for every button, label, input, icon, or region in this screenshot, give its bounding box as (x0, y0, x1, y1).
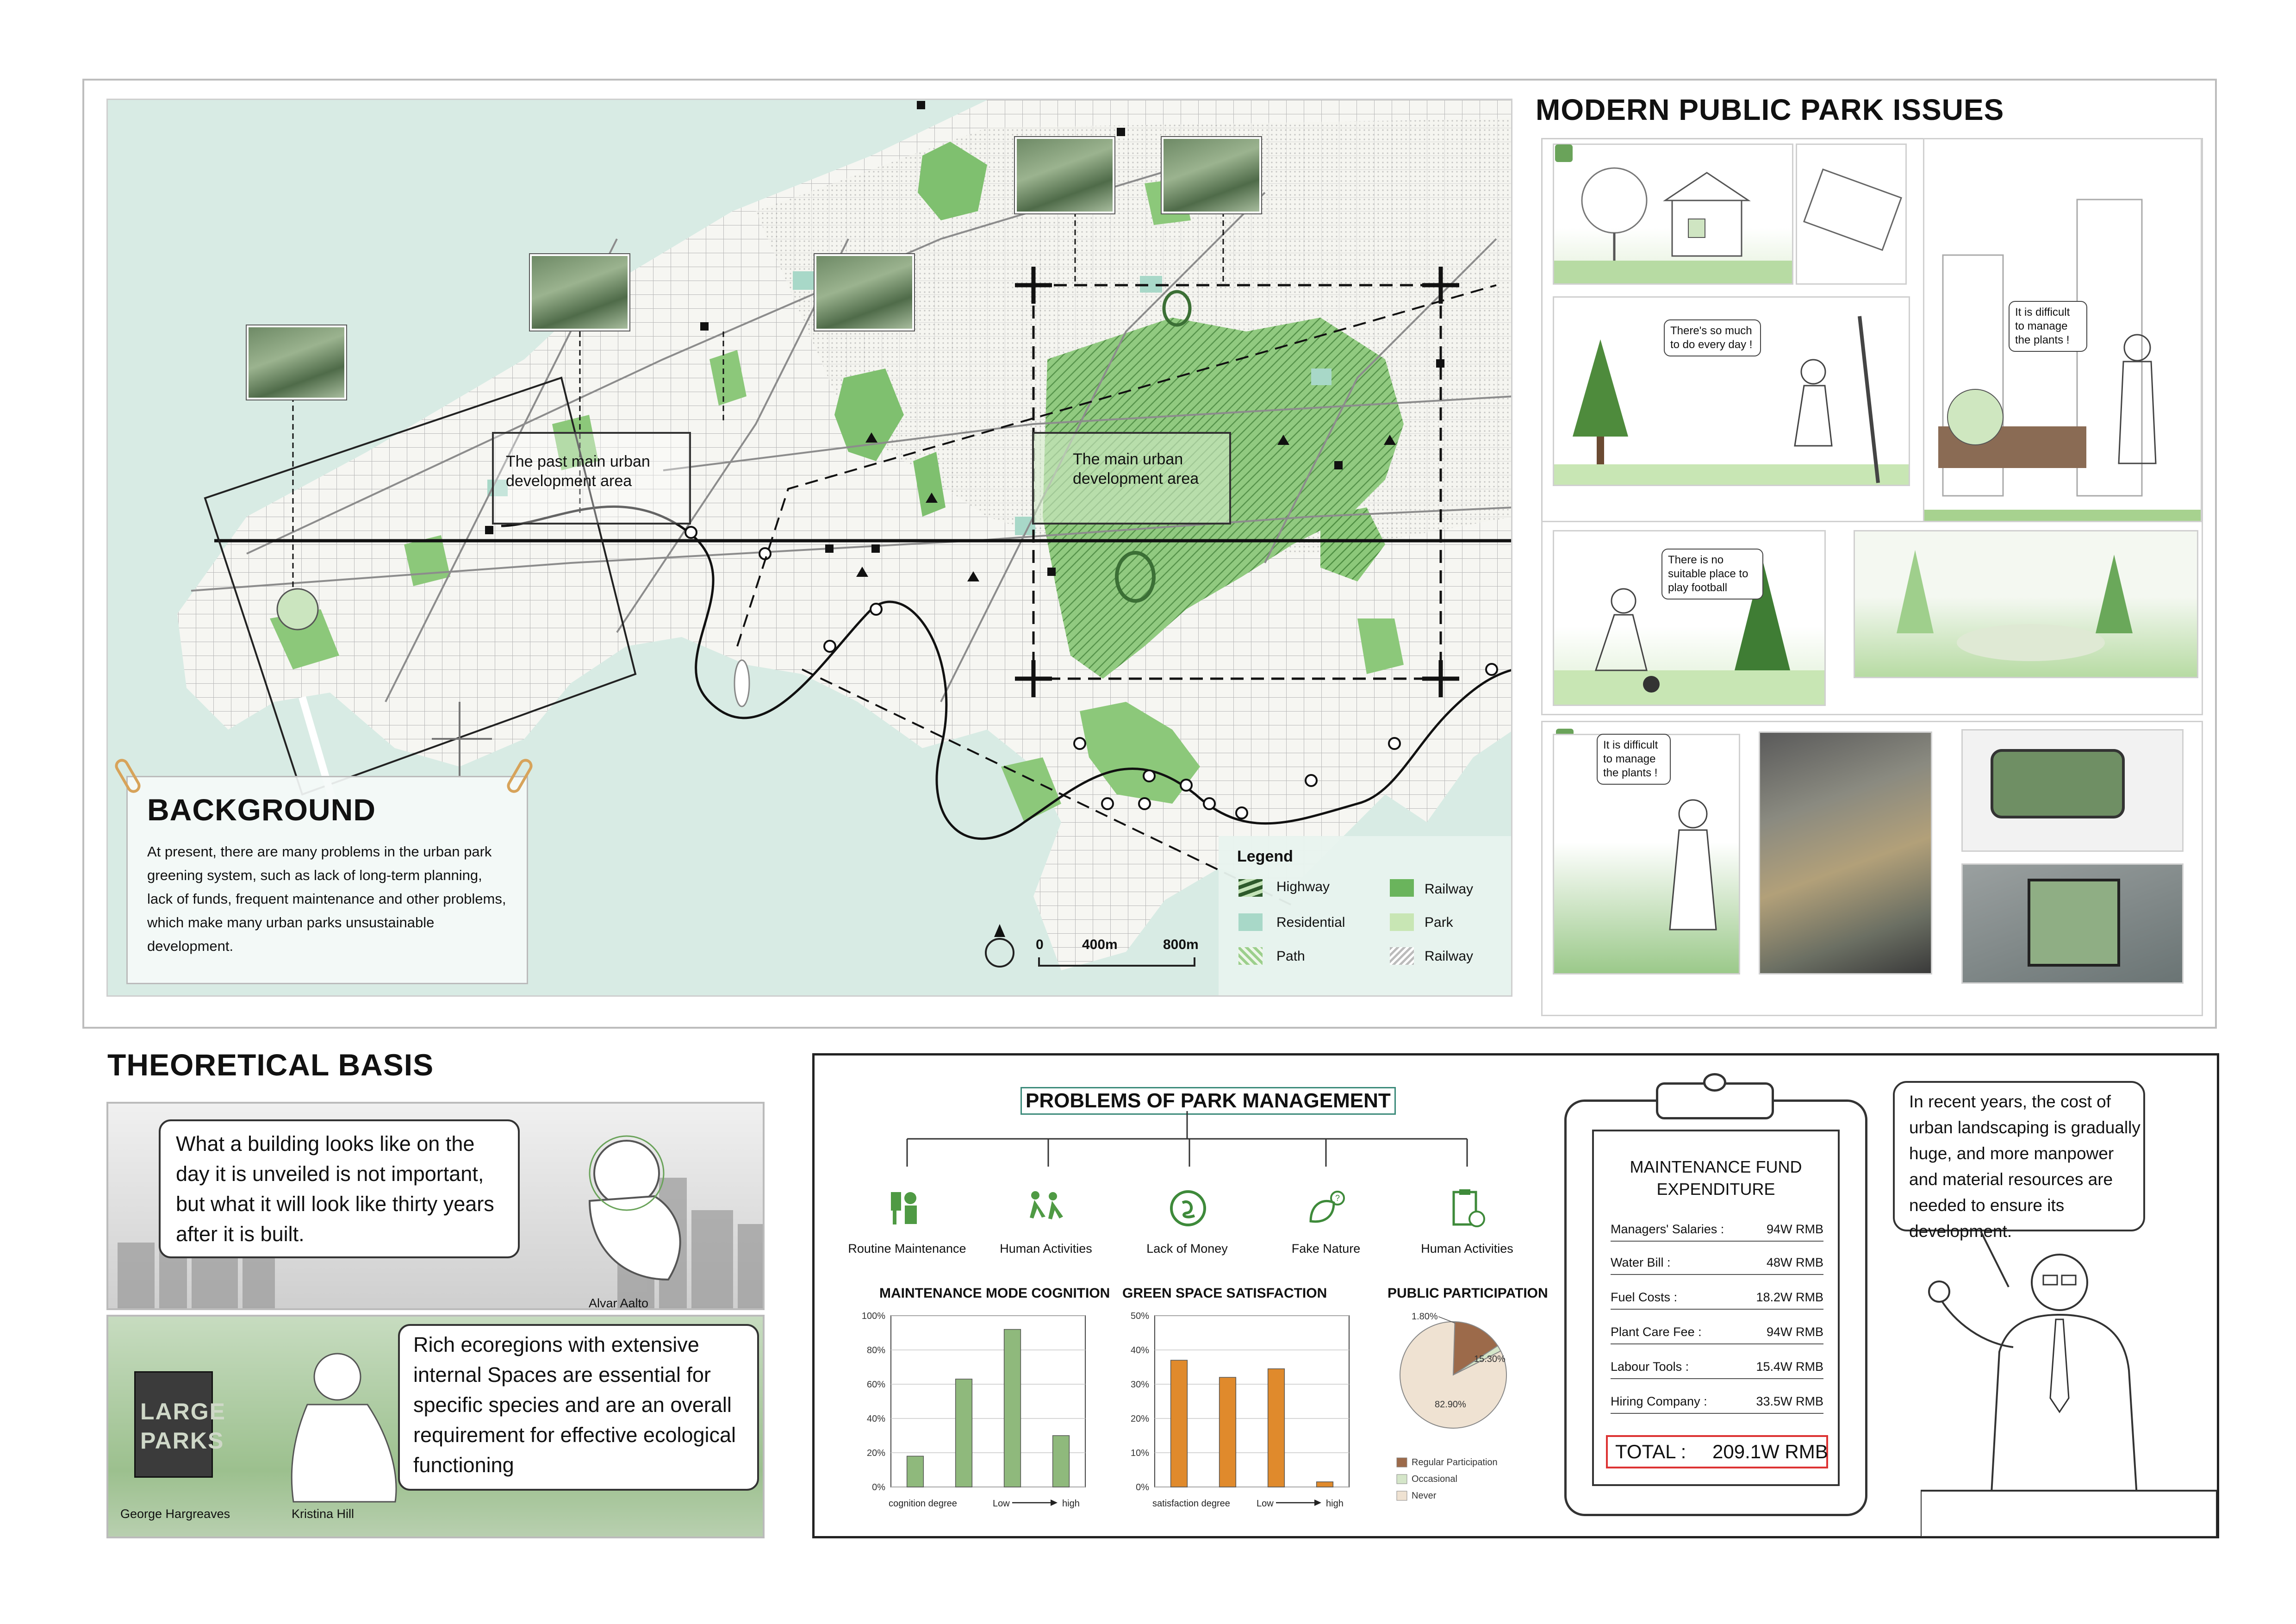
bar (1053, 1436, 1070, 1487)
phone-photo (1961, 729, 2184, 852)
management-title: PROBLEMS OF PARK MANAGEMENT (1020, 1087, 1396, 1115)
gardener-icon (1555, 144, 1573, 162)
fund-row-label: Plant Care Fee : (1611, 1325, 1702, 1339)
fund-rows (1611, 1222, 1823, 1417)
fund-divider (1611, 1343, 1823, 1344)
pie-legend-swatch (1397, 1491, 1407, 1500)
park-lawn-drawing (1855, 531, 2198, 678)
money-icon (1169, 1189, 1207, 1228)
bar (907, 1456, 924, 1487)
legend-label-railway-2: Railway (1425, 949, 1474, 964)
pie-legend-swatch (1397, 1474, 1407, 1484)
chart2-title: GREEN SPACE SATISFACTION (1122, 1286, 1327, 1301)
x-high-label: high (1326, 1499, 1344, 1509)
y-tick-label: 20% (866, 1448, 885, 1458)
y-tick-label: 0% (1136, 1482, 1149, 1493)
site-photo-1 (247, 325, 346, 400)
y-tick-label: 30% (1130, 1380, 1149, 1390)
legend-swatch-highway (1238, 879, 1263, 897)
legend-title: Legend (1237, 848, 1293, 865)
speaker-quote: In recent years, the cost of urban landscaping is gradually huge, and more manpower and material resources are needed to ensure its development. (1909, 1092, 2140, 1241)
category-label-human-2: Human Activities (1421, 1242, 1513, 1255)
pie-legend-label: Never (1412, 1491, 1437, 1501)
tool-drawing (1797, 145, 1907, 285)
past-area-label: The past main urban development area (506, 453, 650, 490)
clipboard-clip-ring (1703, 1073, 1726, 1092)
bar (1268, 1369, 1285, 1487)
fund-divider (1611, 1309, 1823, 1310)
legend-swatch-path (1238, 947, 1263, 965)
pie-label: 15.30% (1474, 1354, 1506, 1364)
speech-bubble-so-much: There's so much to do every day ! (1664, 319, 1761, 356)
north-arrow-icon (985, 938, 1014, 968)
x-low-label: Low (1257, 1499, 1274, 1509)
category-label-fake-nature: Fake Nature (1291, 1242, 1361, 1255)
y-tick-label: 80% (866, 1345, 885, 1355)
bar (1220, 1377, 1236, 1487)
bar (956, 1379, 972, 1487)
green-space-satisfaction-chart (1111, 1305, 1370, 1514)
speech-bubble-manage-plants-2: It is difficult to manage the plants ! (1597, 734, 1671, 785)
site-photo-3 (815, 254, 914, 331)
phone-icon (1991, 749, 2125, 818)
fund-total-label: TOTAL : (1615, 1441, 1686, 1462)
site-photo-5 (1162, 137, 1261, 213)
x-low-label: Low (993, 1499, 1010, 1509)
scale-bar (1038, 957, 1195, 967)
speech-bubble-manage-plants-1: It is difficult to manage the plants ! (2009, 301, 2087, 352)
fund-row-label: Fuel Costs : (1611, 1290, 1678, 1304)
person-name-hargreaves: George Hargreaves (120, 1507, 230, 1521)
fund-divider (1611, 1413, 1823, 1414)
y-tick-label: 40% (866, 1414, 885, 1424)
sketch-city-manager (1923, 138, 2202, 568)
legend-label-path: Path (1276, 949, 1305, 964)
chart1-title: MAINTENANCE MODE COGNITION (879, 1286, 1110, 1301)
background-title: BACKGROUND (147, 793, 376, 827)
chart3-title: PUBLIC PARTICIPATION (1388, 1286, 1548, 1301)
quote-aalto: What a building looks like on the day it is unveiled is not important, but what it will look like thirty years after it is built. (176, 1132, 494, 1246)
book-title-line1: LARGE (140, 1399, 226, 1424)
management-tree-lines (902, 1111, 1472, 1171)
pie-legend-label: Occasional (1412, 1474, 1457, 1484)
speech-bubble-football: There is no suitable place to play football (1661, 549, 1763, 600)
person-name-aalto: Alvar Aalto (589, 1296, 649, 1310)
fund-row-value: 18.2W RMB (1756, 1290, 1823, 1304)
legend-swatch-park (1390, 913, 1414, 931)
fund-divider (1611, 1241, 1823, 1242)
y-tick-label: 40% (1130, 1345, 1149, 1355)
y-tick-label: 0% (872, 1482, 885, 1493)
svg-text:?: ? (1335, 1193, 1340, 1203)
public-participation-pie (1384, 1305, 1569, 1523)
legend-label-railway: Railway (1425, 881, 1474, 897)
main-area-label: The main urban development area (1073, 450, 1199, 487)
x-axis-label: satisfaction degree (1152, 1499, 1230, 1509)
theory-title: THEORETICAL BASIS (107, 1048, 434, 1082)
x-direction-arrowhead (1314, 1499, 1321, 1506)
book-cover (134, 1371, 226, 1478)
fund-title-1: MAINTENANCE FUND (1630, 1157, 1802, 1176)
pie-label: 1.80% (1412, 1312, 1438, 1322)
site-photo-4 (1015, 137, 1114, 213)
people-running-icon (1025, 1190, 1067, 1227)
sketch-park-lawn (1854, 530, 2198, 678)
x-direction-arrowhead (1051, 1499, 1058, 1506)
speaker-drawing (1921, 1231, 2217, 1537)
fund-row-value: 94W RMB (1766, 1325, 1823, 1339)
legend-label-park: Park (1425, 915, 1453, 930)
scale-label-800: 800m (1163, 937, 1199, 952)
pie-label: 82.90% (1435, 1399, 1466, 1410)
leaf-question-icon (1306, 1189, 1348, 1228)
site-photo-2 (530, 254, 629, 331)
smart-device-photo (1961, 863, 2184, 984)
legend-swatch-residential (1238, 913, 1263, 931)
legend-swatch-railway-2 (1390, 947, 1414, 965)
fund-row-value: 15.4W RMB (1756, 1360, 1823, 1374)
maintenance-cognition-chart (847, 1305, 1106, 1514)
y-tick-label: 100% (861, 1311, 885, 1321)
y-tick-label: 20% (1130, 1414, 1149, 1424)
fund-row-label: Labour Tools : (1611, 1360, 1689, 1374)
fund-row-label: Managers' Salaries : (1611, 1222, 1724, 1236)
category-label-routine: Routine Maintenance (848, 1242, 966, 1255)
sketch-tool (1796, 144, 1907, 285)
fund-row-label: Water Bill : (1611, 1255, 1671, 1269)
person-name-hill: Kristina Hill (292, 1507, 355, 1521)
house-drawing (1554, 145, 1793, 285)
category-label-money: Lack of Money (1146, 1242, 1228, 1255)
scale-label-400: 400m (1082, 937, 1118, 952)
fund-row-value: 48W RMB (1766, 1255, 1823, 1269)
quote-kristina: Rich ecoregions with extensive internal Spaces are essential for specific species and are an overall requirement for effective ecological functioning (413, 1333, 736, 1477)
y-tick-label: 50% (1130, 1311, 1149, 1321)
y-tick-label: 10% (1130, 1448, 1149, 1458)
book-title-line2: PARKS (140, 1428, 224, 1454)
pie-legend-swatch (1397, 1458, 1407, 1467)
legend-label-residential: Residential (1276, 915, 1345, 930)
device-screen-icon (2028, 879, 2120, 967)
fund-divider (1611, 1378, 1823, 1379)
scale-label-0: 0 (1036, 937, 1044, 952)
clipboard-clock-icon (1450, 1187, 1487, 1229)
x-axis-label: cognition degree (889, 1499, 957, 1509)
background-text: At present, there are many problems in the urban park greening system, such as lack of long-term planning, lack of funds, frequent maintenance and other problems, which make many urban parks unsustainable development. (147, 843, 506, 954)
bar (1004, 1330, 1021, 1487)
category-label-human-1: Human Activities (1000, 1242, 1092, 1255)
urban-map (106, 99, 1512, 997)
x-high-label: high (1062, 1499, 1080, 1509)
fund-row-label: Hiring Company : (1611, 1394, 1707, 1408)
legend-label-highway: Highway (1276, 879, 1330, 894)
fund-row-value: 94W RMB (1766, 1222, 1823, 1236)
bar (1317, 1482, 1333, 1487)
y-tick-label: 60% (866, 1380, 885, 1390)
pie-legend-label: Regular Participation (1412, 1457, 1498, 1468)
fund-divider (1611, 1274, 1823, 1275)
gardener-icon (886, 1190, 923, 1227)
photo-weeds (1759, 731, 1932, 974)
legend-swatch-railway (1390, 879, 1414, 897)
fund-row-value: 33.5W RMB (1756, 1394, 1823, 1408)
city-manager-drawing (1924, 139, 2202, 568)
issues-title: MODERN PUBLIC PARK ISSUES (1536, 93, 2004, 126)
sketch-house (1553, 144, 1793, 285)
fund-total-value: 209.1W RMB (1712, 1441, 1828, 1462)
north-arrow-tip (994, 924, 1005, 937)
fund-title-2: EXPENDITURE (1656, 1180, 1775, 1199)
bar (1171, 1360, 1188, 1487)
